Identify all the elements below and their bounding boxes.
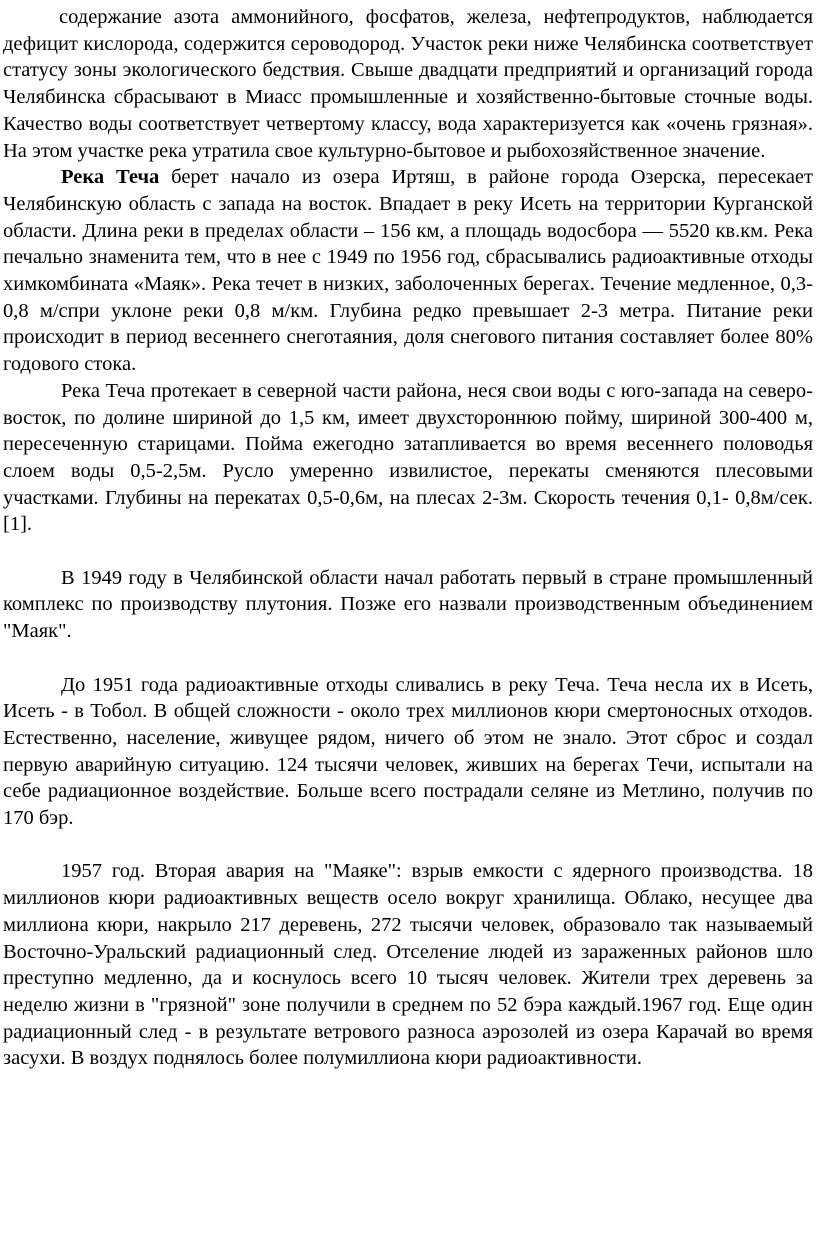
paragraph-techa-valley: Река Теча протекает в северной части района, неся свои воды с юго-запада на северо-восток, по долине шириной до 1,5 км, имеет двухстороннюю пойму, шириной 300-400 м, пересеченную старицами. Пойма ежегодно затапливается во время весеннего половодья слоем воды 0,5-2,5м. Русло умеренно извилистое, перекаты сменяются плесовыми участками. Глубины на перекатах 0,5-0,6м, на плесах 2-3м. Скорость течения 0,1- 0,8м/сек. [1]. — [3, 379, 813, 536]
paragraph-mayak-1949: В 1949 году в Челябинской области начал работать первый в стране промышленный комплекс по производству плутония. Позже его назвали производственным объединением "Маяк". — [3, 566, 813, 643]
techa-river-heading: Река Теча — [61, 166, 160, 189]
paragraph-miass-water-quality: содержание азота аммонийного, фосфатов, железа, нефтепродуктов, наблюдается дефицит кислорода, содержится сероводород. Участок реки ниже Челябинска соответствует статусу зоны экологического бедствия. Свыше двадцати предприятий и организаций города Челябинска сбрасывают в Миасс промышленные и хозяйственно-бытовые сточные воды. Качество воды соответствует четвертому классу, вода характеризуется как «очень грязная». На этом участке река утратила свое культурно-бытовое и рыбохозяйственное значение. — [3, 6, 813, 162]
paragraph-radioactive-waste-1951: До 1951 года радиоактивные отходы сливались в реку Теча. Теча несла их в Исеть, Исеть - в Тобол. В общей сложности - около трех миллионов кюри смертоносных отходов. Естественно, население, живущее рядом, ничего об этом не знало. Этот сброс и создал первую аварийную ситуацию. 124 тысячи человек, живших на берегах Течи, испытали на себе радиационное воздействие. Больше всего пострадали селяне из Метлино, получив по 170 бэр. — [3, 673, 813, 830]
paragraph-techa-river-intro — [3, 164, 813, 378]
document-body — [0, 4, 813, 1072]
paragraph-gap — [3, 832, 813, 859]
techa-river-description: берет начало из озера Иртяш, в районе города Озерска, пересекает Челябинскую область с запада на восток. Впадает в реку Исеть на территории Курганской области. Длина реки в пределах области – 156 км, а площадь водосбора — 5520 кв.км. Река печально знаменита тем, что в нее с 1949 по 1956 год, сбрасывались радиоактивные отходы химкомбината «Маяк». Река течет в низких, заболоченных берегах. Течение медленное, 0,3-0,8 м/спри уклоне реки 0,8 м/км. Глубина редко превышает 2-3 метра. Питание реки происходит в период весеннего снеготаяния, доля снегового питания составляет более 80% годового стока. — [3, 166, 813, 376]
paragraph-gap — [3, 645, 813, 672]
paragraph-mayak-accident-1957: 1957 год. Вторая авария на "Маяке": взрыв емкости с ядерного производства. 18 миллионов кюри радиоактивных веществ осело вокруг хранилища. Облако, несущее два миллиона кюри, накрыло 217 деревень, 272 тысячи человек, образовало так называемый Восточно-Уральский радиационный след. Отселение людей из зараженных районов шло преступно медленно, да и коснулось всего 10 тысяч человек. Жители трех деревень за неделю жизни в "грязной" зоне получили в среднем по 52 бэра каждый.1967 год. Еще один радиационный след - в результате ветрового разноса аэрозолей из озера Карачай во время засухи. В воздух поднялось более полумиллиона кюри радиоактивности. — [3, 860, 813, 1070]
paragraph-gap — [3, 538, 813, 565]
